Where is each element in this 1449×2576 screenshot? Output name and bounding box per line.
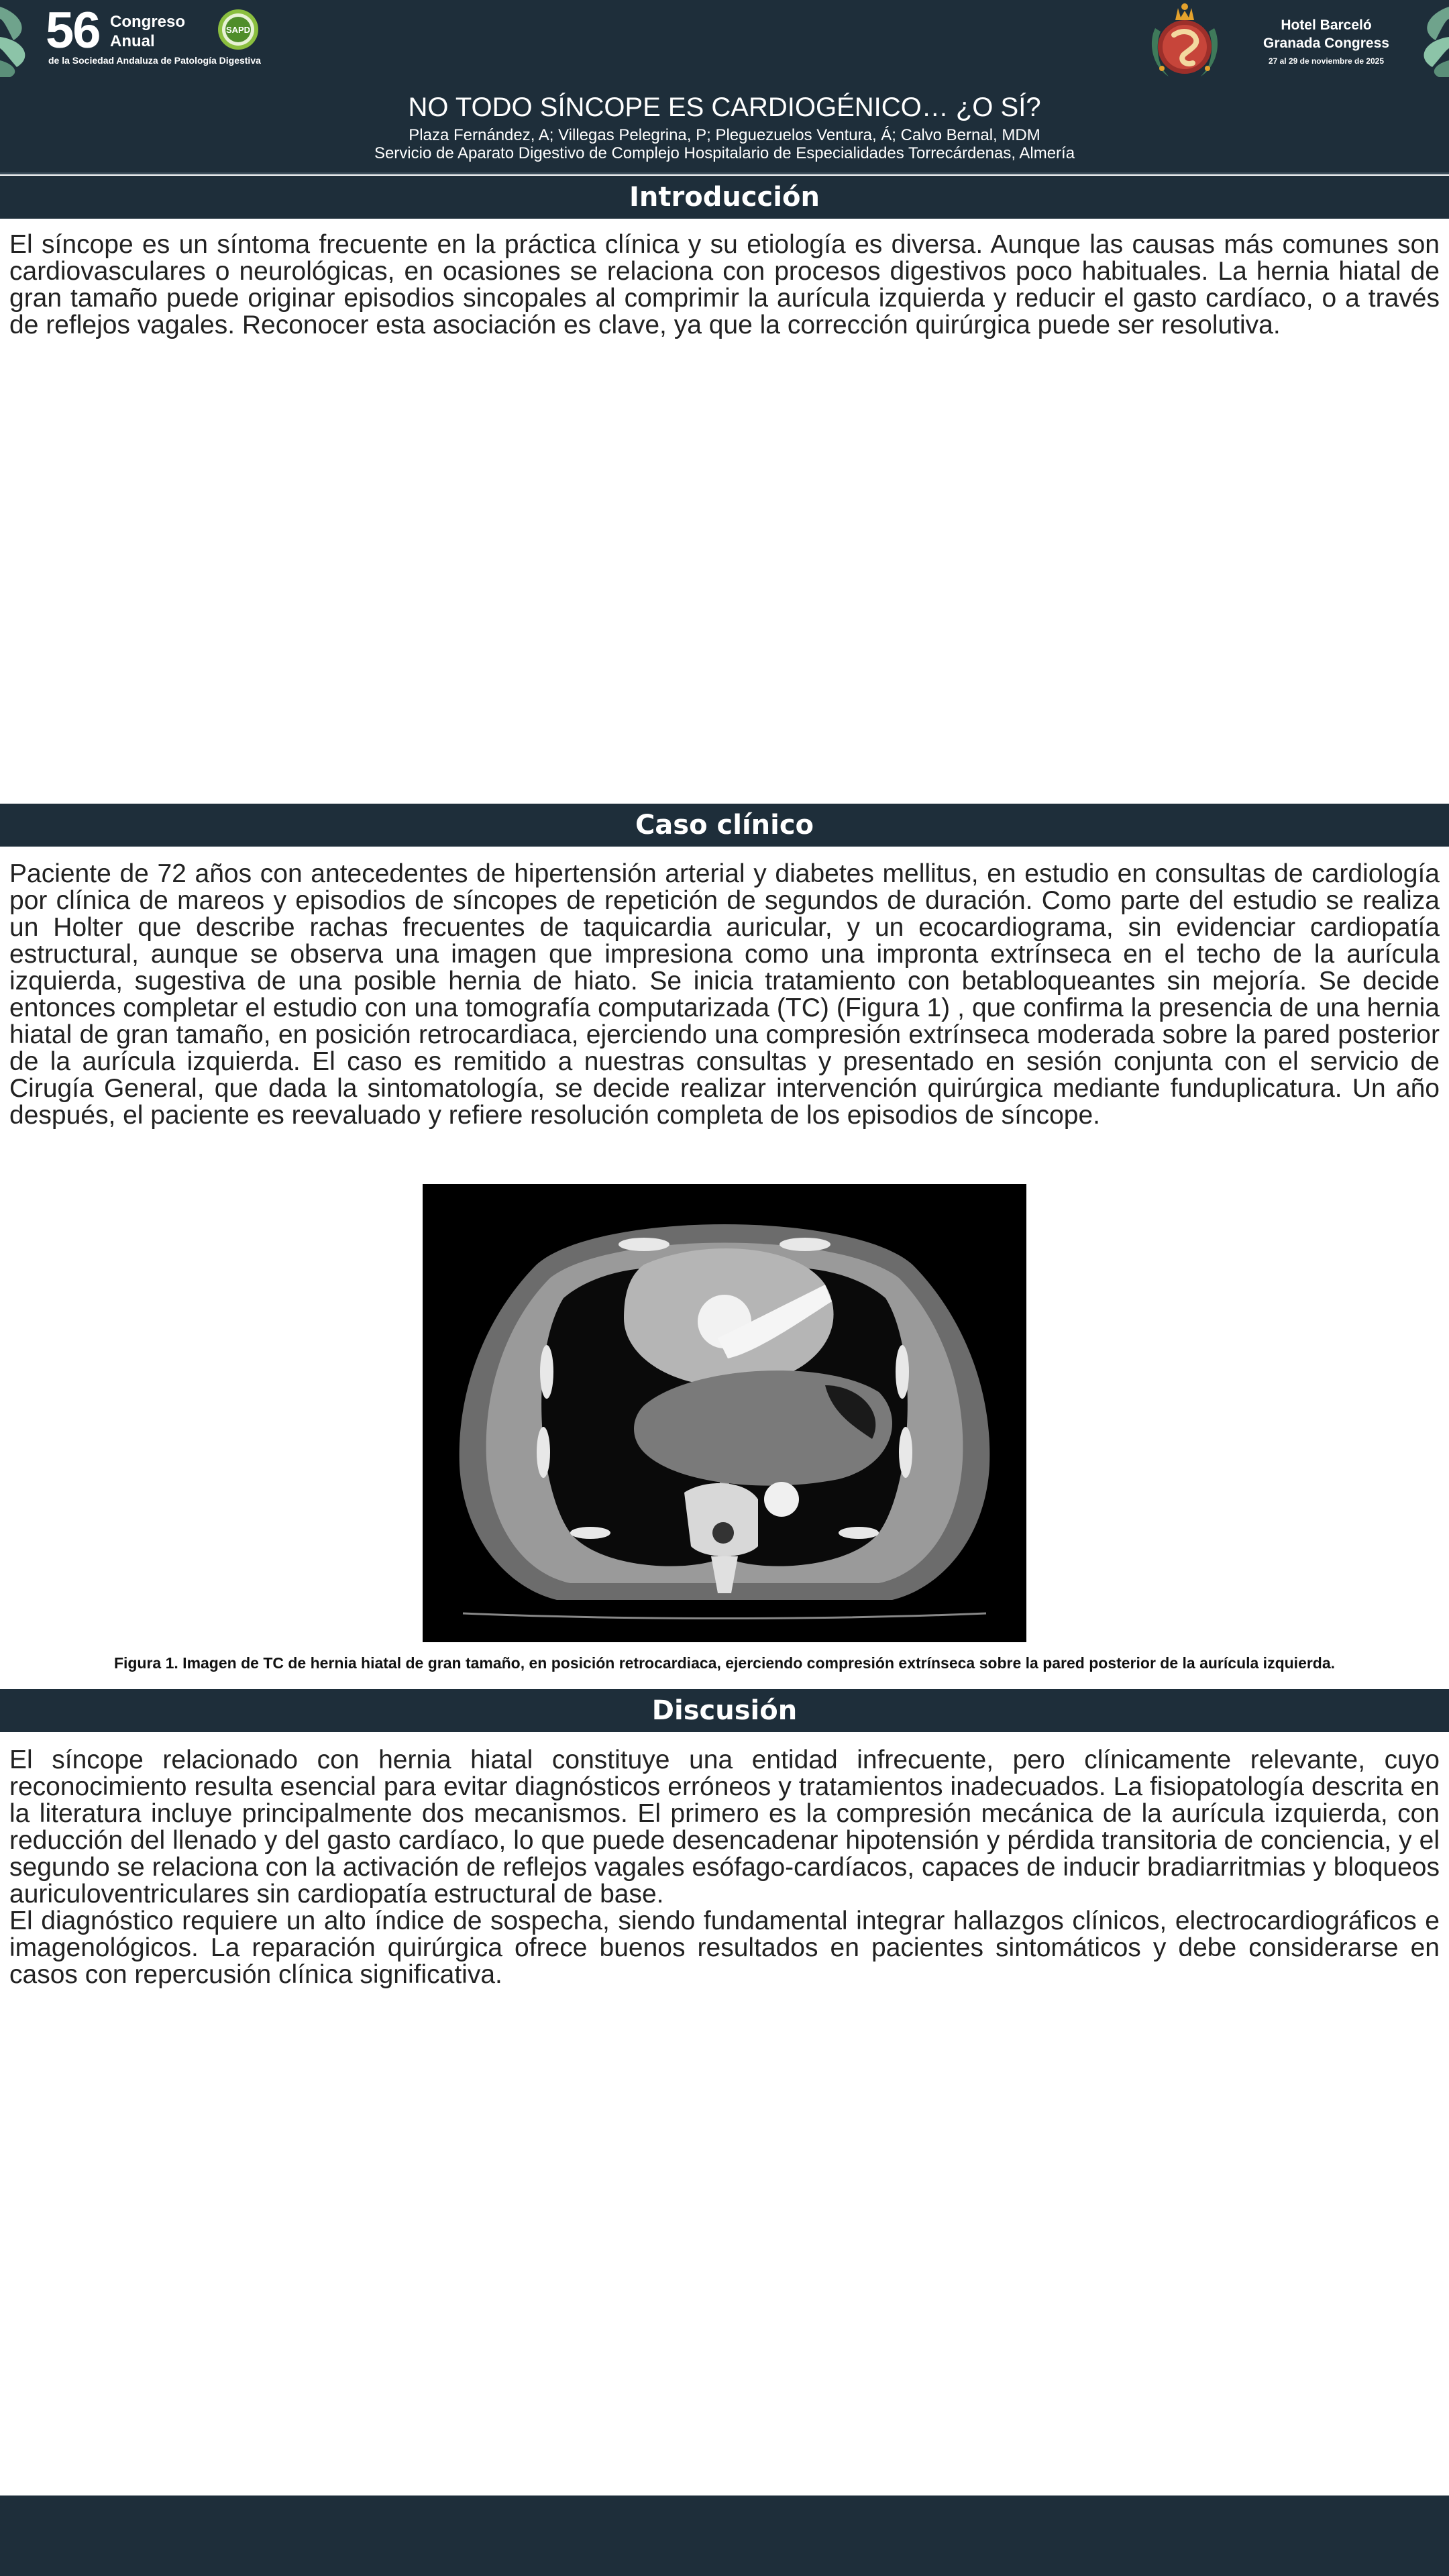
venue-info: Hotel Barceló Granada Congress 27 al 29 de noviembre de 2025 (1263, 17, 1389, 66)
poster-footer (0, 2496, 1449, 2576)
granada-emblem-icon (1142, 1, 1228, 85)
poster-title: NO TODO SÍNCOPE ES CARDIOGÉNICO… ¿O SÍ? (408, 93, 1041, 122)
discussion-text (9, 1747, 1440, 1988)
leaf-ornament-icon (0, 0, 40, 77)
title-block (0, 91, 1449, 162)
case-text: Paciente de 72 años con antecedentes de hipertensión arterial y diabetes mellitus, en estudio en consultas de cardiología por clínica de mareos y episodios de síncopes de repetición de segundos de duración. Como parte del estudio se realiza un Holter que describe rachas frecuentes de taquicardia auricular, y un ecocardiograma, sin evidenciar cardiopatía estructural, aunque se observa una imagen que impresiona como una impronta extrínseca en el techo de la aurícula izquierda, sugestiva de una posible hernia de hiato. Se inicia tratamiento con betabloqueantes sin mejoría. Se decide entonces completar el estudio con una tomografía computarizada (TC) (Figura 1) , que confirma la presencia de una hernia hiatal de gran tamaño, en posición retrocardiaca, ejerciendo una compresión extrínseca moderada sobre la pared posterior de la aurícula izquierda. El caso es remitido a nuestras consultas y presentado en sesión conjunta con el servicio de Cirugía General, que dada la sintomatología, se decide realizar intervención quirúrgica mediante funduplicatura. Un año después, el paciente es reevaluado y refiere resolución completa de los episodios de síncope. (9, 859, 1440, 1130)
sapd-logo-icon (217, 8, 260, 51)
poster-header (0, 0, 1449, 172)
discussion-paragraph-1: El síncope relacionado con hernia hiatal constituye una entidad infrecuente, pero clínicamente relevante, cuyo reconocimiento resulta esencial para evitar diagnósticos erróneos y tratamientos inadecuados. La fisiopatología descrita en la literatura incluye principalmente dos mecanismos. El primero es la compresión mecánica de la aurícula izquierda, con reducción del llenado y del gasto cardíaco, lo que puede desencadenar hipotensión y pérdida transitoria de conciencia, y el segundo se relaciona con la activación de reflejos vagales esófago-cardíacos, capaces de inducir bradiarritmias y bloqueos auriculoventriculares sin cardiopatía estructural de base. (9, 1746, 1440, 1909)
section-heading-case: Caso clínico (0, 804, 1449, 847)
society-name: de la Sociedad Andaluza de Patología Digestiva (48, 55, 261, 66)
section-heading-intro: Introducción (0, 176, 1449, 219)
intro-text: El síncope es un síntoma frecuente en la práctica clínica y su etiología es diversa. Aunque las causas más comunes son cardiovasculares o neurológicas, en ocasiones se relaciona con procesos digestivos poco habituales. La hernia hiatal de gran tamaño puede originar episodios sincopales al comprimir la aurícula izquierda y reducir el gasto cardíaco, o a través de reflejos vagales. Reconocer esta asociación es clave, ya que la corrección quirúrgica puede ser resolutiva. (9, 230, 1440, 339)
affiliation: Servicio de Aparato Digestivo de Complejo Hospitalario de Especialidades Torrecárdenas, Almería (374, 144, 1075, 162)
author-list: Plaza Fernández, A; Villegas Pelegrina, P; Pleguezuelos Ventura, Á; Calvo Bernal, MDM (409, 126, 1040, 144)
congress-number: 56 (46, 2, 100, 59)
header-divider (0, 172, 1449, 174)
section-heading-discussion: Discusión (0, 1689, 1449, 1732)
congress-label: Congreso Anual (110, 13, 186, 50)
discussion-paragraph-2: El diagnóstico requiere un alto índice de sospecha, siendo fundamental integrar hallazgos clínicos, electrocardiográficos e imagenológicos. La reparación quirúrgica ofrece buenos resultados en pacientes sintomáticos y debe considerarse en casos con repercusión clínica significativa. (9, 1907, 1440, 1989)
ct-scan-image (423, 1184, 1026, 1642)
figure-caption: Figura 1. Imagen de TC de hernia hiatal de gran tamaño, en posición retrocardiaca, ejerciendo compresión extrínseca sobre la pared posterior de la aurícula izquierda. (113, 1654, 1336, 1672)
svg-text:SAPD: SAPD (225, 25, 251, 35)
ct-scan-figure (423, 1184, 1026, 1642)
leaf-ornament-icon (1409, 0, 1449, 77)
